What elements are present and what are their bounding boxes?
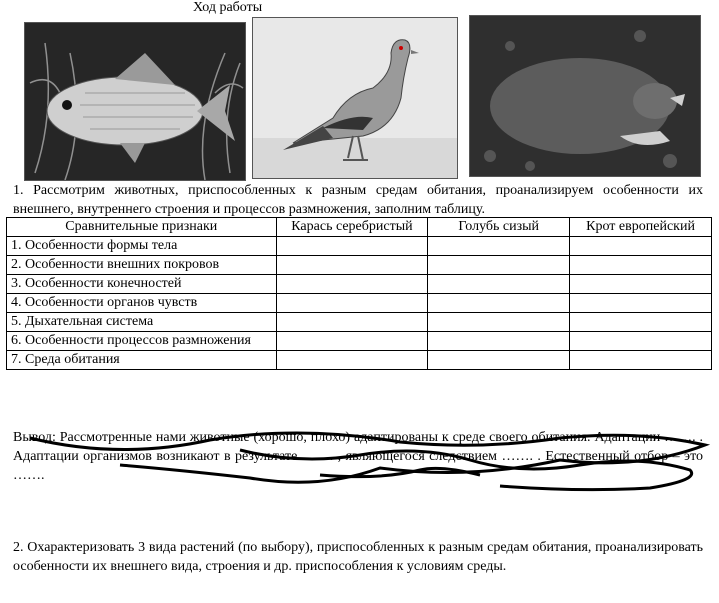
row-label: 6. Особенности процессов размножения <box>7 332 277 351</box>
table-header: Крот европейский <box>570 218 712 237</box>
table-cell[interactable] <box>570 351 712 370</box>
table-cell[interactable] <box>570 313 712 332</box>
table-header: Голубь сизый <box>428 218 570 237</box>
page-heading: Ход работы <box>193 0 263 15</box>
table-cell[interactable] <box>276 294 428 313</box>
task-1-text: 1. Рассмотрим животных, приспособленных к разным средам обитания, проанализируем особенности их внешнего, внутреннего строения и процессов размножения, заполним таблицу. <box>13 183 703 217</box>
table-row <box>7 256 712 275</box>
table-cell[interactable] <box>428 237 570 256</box>
mole-photo <box>469 15 701 177</box>
table-cell[interactable] <box>570 275 712 294</box>
table-cell[interactable] <box>570 256 712 275</box>
table-row <box>7 313 712 332</box>
table-row <box>7 294 712 313</box>
table-cell[interactable] <box>276 237 428 256</box>
row-label: 7. Среда обитания <box>7 351 277 370</box>
table-cell[interactable] <box>428 313 570 332</box>
table-cell[interactable] <box>276 313 428 332</box>
conclusion-text: Вывод: Рассмотренные нами животные (хорошо, плохо) адаптированы к среде своего обитания. Адаптации ……. . Адаптации организмов возникают в результате ……. , являющегося следствием ……. . Естественный отбор – это ……. <box>13 430 703 483</box>
table-cell[interactable] <box>570 294 712 313</box>
row-label: 5. Дыхательная система <box>7 313 277 332</box>
table-header-row <box>7 218 712 237</box>
row-label: 4. Особенности органов чувств <box>7 294 277 313</box>
table-cell[interactable] <box>276 332 428 351</box>
table-cell[interactable] <box>276 275 428 294</box>
table-cell[interactable] <box>428 275 570 294</box>
table-row <box>7 351 712 370</box>
table-cell[interactable] <box>276 351 428 370</box>
fish-photo <box>24 22 246 181</box>
row-label: 3. Особенности конечностей <box>7 275 277 294</box>
table-row <box>7 237 712 256</box>
table-row <box>7 275 712 294</box>
table-cell[interactable] <box>428 294 570 313</box>
comparison-table <box>6 217 712 370</box>
row-label: 1. Особенности формы тела <box>7 237 277 256</box>
table-row <box>7 332 712 351</box>
table-cell[interactable] <box>428 256 570 275</box>
row-label: 2. Особенности внешних покровов <box>7 256 277 275</box>
table-cell[interactable] <box>276 256 428 275</box>
table-cell[interactable] <box>570 237 712 256</box>
table-header: Сравнительные признаки <box>7 218 277 237</box>
scribble-overlay <box>0 420 719 500</box>
table-cell[interactable] <box>570 332 712 351</box>
pigeon-photo <box>252 17 458 179</box>
table-header: Карась серебристый <box>276 218 428 237</box>
table-cell[interactable] <box>428 332 570 351</box>
table-cell[interactable] <box>428 351 570 370</box>
task-2-text: 2. Охарактеризовать 3 вида растений (по выбору), приспособленных к разным средам обитания, проанализировать особенности их внешнего вида, строения и др. приспособления к условиям среды. <box>13 540 703 574</box>
